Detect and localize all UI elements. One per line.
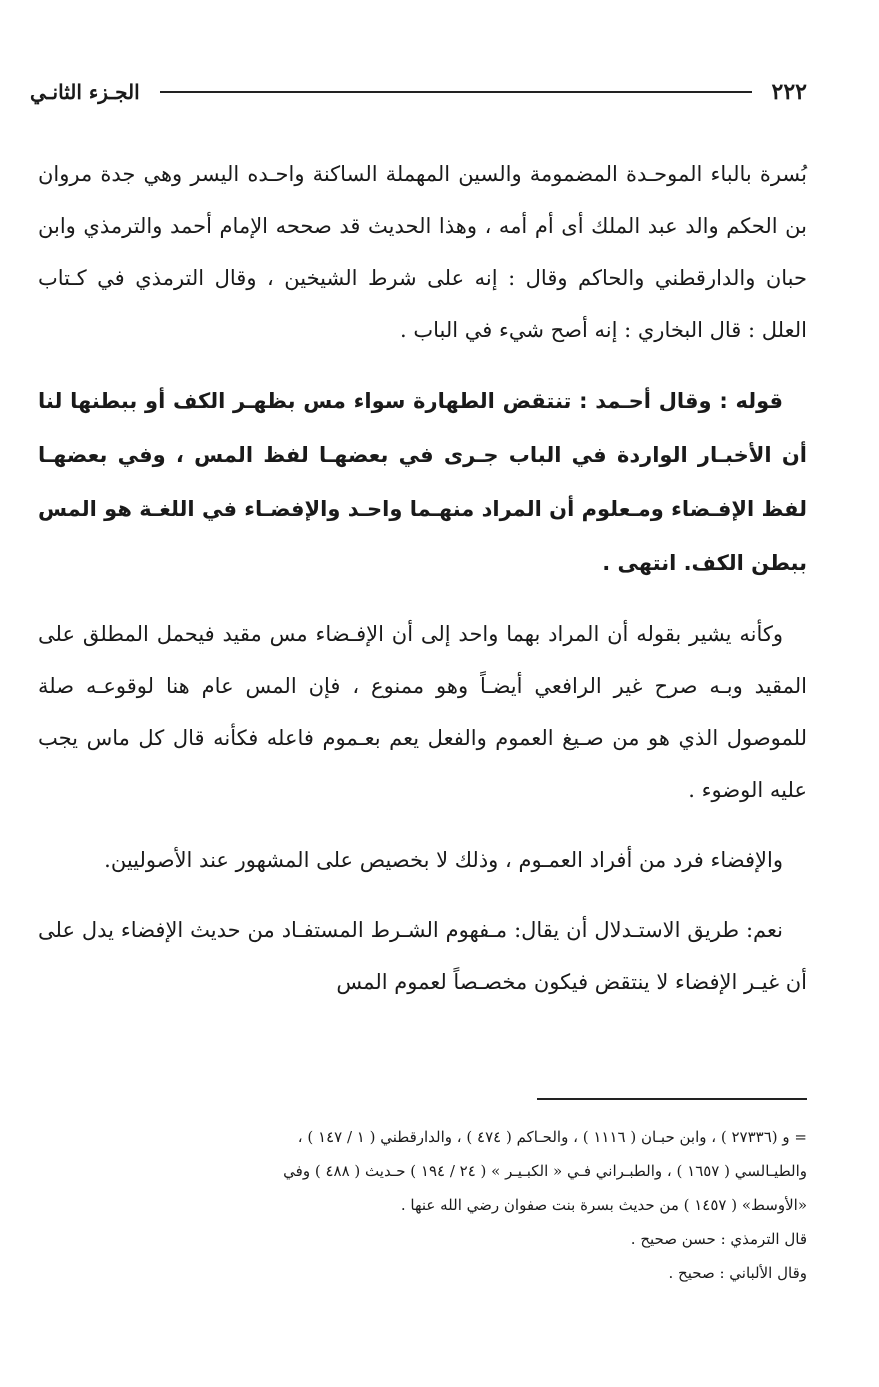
paragraph-1: بُسرة بالباء الموحـدة المضمومة والسين المهملة الساكنة واحـده اليسر وهي جدة مروان بن الحكم والد عبد الملك أى أم أمه ، وهذا الحديث قد صححه الإمام أحمد والترمذي وابن حبان والدارقطني والحاكم وقال : إنه على شرط الشيخين ، وقال الترمذي في كـتاب العلل : قال البخاري : إنه أصح شيء في الباب .: [38, 162, 807, 342]
paragraph-5: نعم: طريق الاستـدلال أن يقال: مـفهوم الشـرط المستفـاد من حديث الإفضاء يدل على أن غيـر الإفضاء لا ينتقض فيكون مخصـصاً لعموم المس: [38, 918, 807, 994]
footnote-separator: [537, 1098, 807, 1100]
paragraph-2-quote: قوله : وقال أحـمد : تنتقض الطهارة سواء مس بظهـر الكف أو ببطنها لنا أن الأخبـار الواردة في الباب جـرى في بعضهـا لفظ المس ، وفي بعضهـا لفظ الإفـضاء ومـعلوم أن المراد منهـما واحـد والإفضـاء في اللغـة هو المس ببطن الكف. انتهى .: [38, 389, 807, 575]
header-rule: [160, 91, 752, 93]
part-title: الجـزء الثانـي: [30, 80, 140, 104]
page-number: ٢٢٢: [771, 79, 807, 105]
footnote-line: «الأوسط» ( ١٤٥٧ ) من حديث بسرة بنت صفوان رضي الله عنها .: [400, 1196, 807, 1214]
footnotes: [38, 1120, 807, 1290]
footnote-line: والطيـالسي ( ١٦٥٧ ) ، والطبـراني فـي « الكبـيـر » ( ٢٤ / ١٩٤ ) حـديث ( ٤٨٨ ) وفي: [283, 1162, 807, 1180]
footnote-line: وقال الألباني : صحيح .: [668, 1264, 807, 1282]
page-header: [30, 72, 807, 112]
paragraph-4: والإفضاء فرد من أفراد العمـوم ، وذلك لا بخصيص على المشهور عند الأصوليين.: [104, 848, 783, 872]
main-text: [38, 148, 807, 1026]
paragraph-3: وكأنه يشير بقوله أن المراد بهما واحد إلى أن الإفـضاء مس مقيد فيحمل المطلق على المقيد وبـه صرح غير الرافعي أيضـاً وهو ممنوع ، فإن المس عام هنا لوقوعـه صلة للموصول الذي هو من صـيغ العموم والفعل يعم بعـموم فاعله فكأنه قال كل ماس يجب عليه الوضوء .: [38, 622, 807, 802]
footnote-line: = و (٢٧٣٣٦ ) ، وابن حبـان ( ١١١٦ ) ، والحـاكم ( ٤٧٤ ) ، والدارقطني ( ١ / ١٤٧ ) ،: [297, 1128, 807, 1146]
footnote-line: قال الترمذي : حسن صحيح .: [630, 1230, 807, 1248]
